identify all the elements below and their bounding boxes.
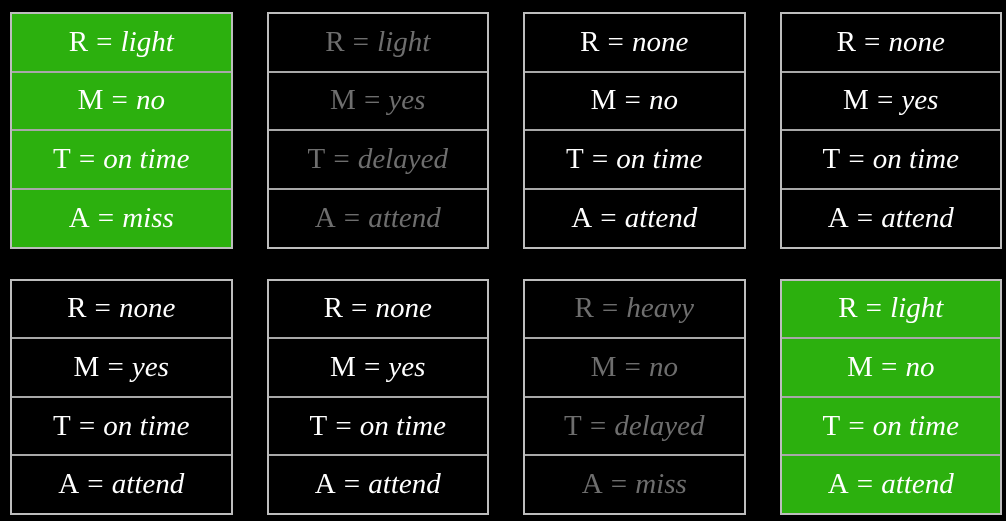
variable-value: attend — [881, 468, 954, 501]
equals-sign: = — [107, 350, 124, 383]
equals-sign: = — [333, 143, 350, 176]
assignment-row — [269, 396, 488, 455]
variable-letter: M — [843, 84, 869, 117]
variable-value: attend — [111, 468, 185, 501]
variable-value: no — [648, 350, 678, 383]
equals-sign: = — [600, 201, 617, 234]
assignment-row — [269, 188, 488, 247]
sample-card — [780, 279, 1003, 516]
variable-letter: R — [325, 25, 345, 58]
variable-value: on time — [103, 143, 190, 176]
variable-letter: R — [574, 292, 594, 325]
equals-sign: = — [96, 25, 113, 58]
variable-letter: M — [590, 84, 617, 117]
assignment-row — [782, 337, 1001, 396]
variable-letter: M — [590, 350, 617, 383]
equals-sign: = — [601, 292, 619, 325]
variable-letter: R — [67, 292, 87, 325]
variable-value: on time — [872, 143, 959, 176]
variable-value: light — [377, 25, 431, 58]
assignment-row — [525, 14, 744, 71]
equals-sign: = — [351, 292, 368, 325]
assignment-row — [269, 454, 488, 513]
equals-sign: = — [624, 84, 641, 117]
assignment-row — [12, 337, 231, 396]
variable-value: yes — [388, 350, 426, 383]
variable-value: yes — [131, 350, 169, 383]
variable-value: on time — [359, 409, 446, 442]
sample-card — [10, 279, 233, 516]
variable-letter: A — [314, 201, 336, 234]
variable-value: delayed — [614, 409, 705, 442]
equals-sign: = — [335, 409, 352, 442]
variable-letter: A — [571, 201, 593, 234]
equals-sign: = — [363, 350, 381, 383]
equals-sign: = — [343, 468, 361, 501]
variable-letter: T — [822, 143, 841, 176]
variable-letter: A — [827, 201, 849, 234]
sample-card-grid — [10, 12, 1002, 515]
assignment-row — [12, 454, 231, 513]
variable-value: attend — [368, 468, 441, 501]
variable-value: delayed — [357, 143, 448, 176]
assignment-row — [525, 71, 744, 130]
equals-sign: = — [865, 292, 883, 325]
variable-letter: R — [323, 292, 343, 325]
sample-card — [780, 12, 1003, 249]
assignment-row — [269, 281, 488, 338]
assignment-row — [525, 188, 744, 247]
equals-sign: = — [607, 25, 624, 58]
assignment-row — [269, 71, 488, 130]
assignment-row — [269, 129, 488, 188]
equals-sign: = — [363, 84, 381, 117]
assignment-row — [782, 188, 1001, 247]
equals-sign: = — [111, 84, 128, 117]
variable-letter: M — [77, 84, 104, 117]
equals-sign: = — [352, 25, 370, 58]
assignment-row — [12, 71, 231, 130]
variable-value: attend — [368, 201, 441, 234]
variable-letter: M — [330, 350, 356, 383]
assignment-row — [782, 281, 1001, 338]
assignment-row — [782, 396, 1001, 455]
assignment-row — [782, 454, 1001, 513]
equals-sign: = — [880, 350, 898, 383]
variable-letter: A — [314, 468, 336, 501]
equals-sign: = — [848, 143, 865, 176]
variable-value: miss — [122, 201, 174, 234]
variable-value: yes — [901, 84, 939, 117]
variable-value: none — [119, 292, 176, 325]
assignment-row — [525, 396, 744, 455]
assignment-row — [12, 129, 231, 188]
equals-sign: = — [848, 409, 865, 442]
variable-letter: T — [822, 409, 841, 442]
assignment-row — [12, 188, 231, 247]
sample-card — [523, 279, 746, 516]
assignment-row — [12, 281, 231, 338]
variable-letter: T — [53, 143, 71, 176]
equals-sign: = — [864, 25, 881, 58]
variable-letter: M — [847, 350, 873, 383]
variable-value: on time — [616, 143, 703, 176]
variable-letter: T — [53, 409, 71, 442]
variable-value: none — [888, 25, 945, 58]
variable-value: on time — [872, 409, 959, 442]
variable-value: miss — [635, 468, 687, 501]
variable-value: no — [648, 84, 678, 117]
variable-letter: M — [73, 350, 100, 383]
assignment-row — [269, 14, 488, 71]
variable-value: none — [632, 25, 689, 58]
equals-sign: = — [856, 468, 874, 501]
variable-letter: R — [68, 25, 89, 58]
assignment-row — [525, 454, 744, 513]
equals-sign: = — [87, 468, 104, 501]
variable-letter: M — [330, 84, 356, 117]
assignment-row — [525, 281, 744, 338]
equals-sign: = — [94, 292, 111, 325]
equals-sign: = — [78, 143, 96, 176]
variable-value: no — [905, 350, 935, 383]
variable-letter: A — [68, 201, 90, 234]
variable-letter: R — [580, 25, 600, 58]
variable-value: attend — [881, 201, 954, 234]
sample-card — [523, 12, 746, 249]
variable-value: none — [375, 292, 432, 325]
sample-card — [267, 12, 490, 249]
variable-letter: A — [581, 468, 603, 501]
sample-card — [10, 12, 233, 249]
equals-sign: = — [591, 143, 609, 176]
equals-sign: = — [856, 201, 874, 234]
sample-card — [267, 279, 490, 516]
variable-value: light — [120, 25, 174, 58]
variable-value: attend — [624, 201, 698, 234]
assignment-row — [782, 71, 1001, 130]
assignment-row — [525, 337, 744, 396]
assignment-row — [269, 337, 488, 396]
variable-letter: T — [564, 409, 582, 442]
variable-letter: T — [566, 143, 584, 176]
variable-value: no — [135, 84, 165, 117]
assignment-row — [525, 129, 744, 188]
assignment-row — [12, 396, 231, 455]
assignment-row — [12, 14, 231, 71]
equals-sign: = — [589, 409, 607, 442]
variable-value: light — [890, 292, 944, 325]
variable-letter: R — [836, 25, 856, 58]
assignment-row — [782, 14, 1001, 71]
assignment-row — [782, 129, 1001, 188]
variable-letter: A — [58, 468, 80, 501]
equals-sign: = — [610, 468, 628, 501]
variable-value: heavy — [626, 292, 695, 325]
variable-value: yes — [388, 84, 426, 117]
equals-sign: = — [343, 201, 361, 234]
equals-sign: = — [78, 409, 96, 442]
variable-letter: A — [827, 468, 849, 501]
equals-sign: = — [624, 350, 641, 383]
variable-letter: T — [307, 143, 326, 176]
equals-sign: = — [876, 84, 894, 117]
variable-letter: T — [309, 409, 328, 442]
equals-sign: = — [97, 201, 115, 234]
variable-letter: R — [838, 292, 858, 325]
variable-value: on time — [103, 409, 190, 442]
